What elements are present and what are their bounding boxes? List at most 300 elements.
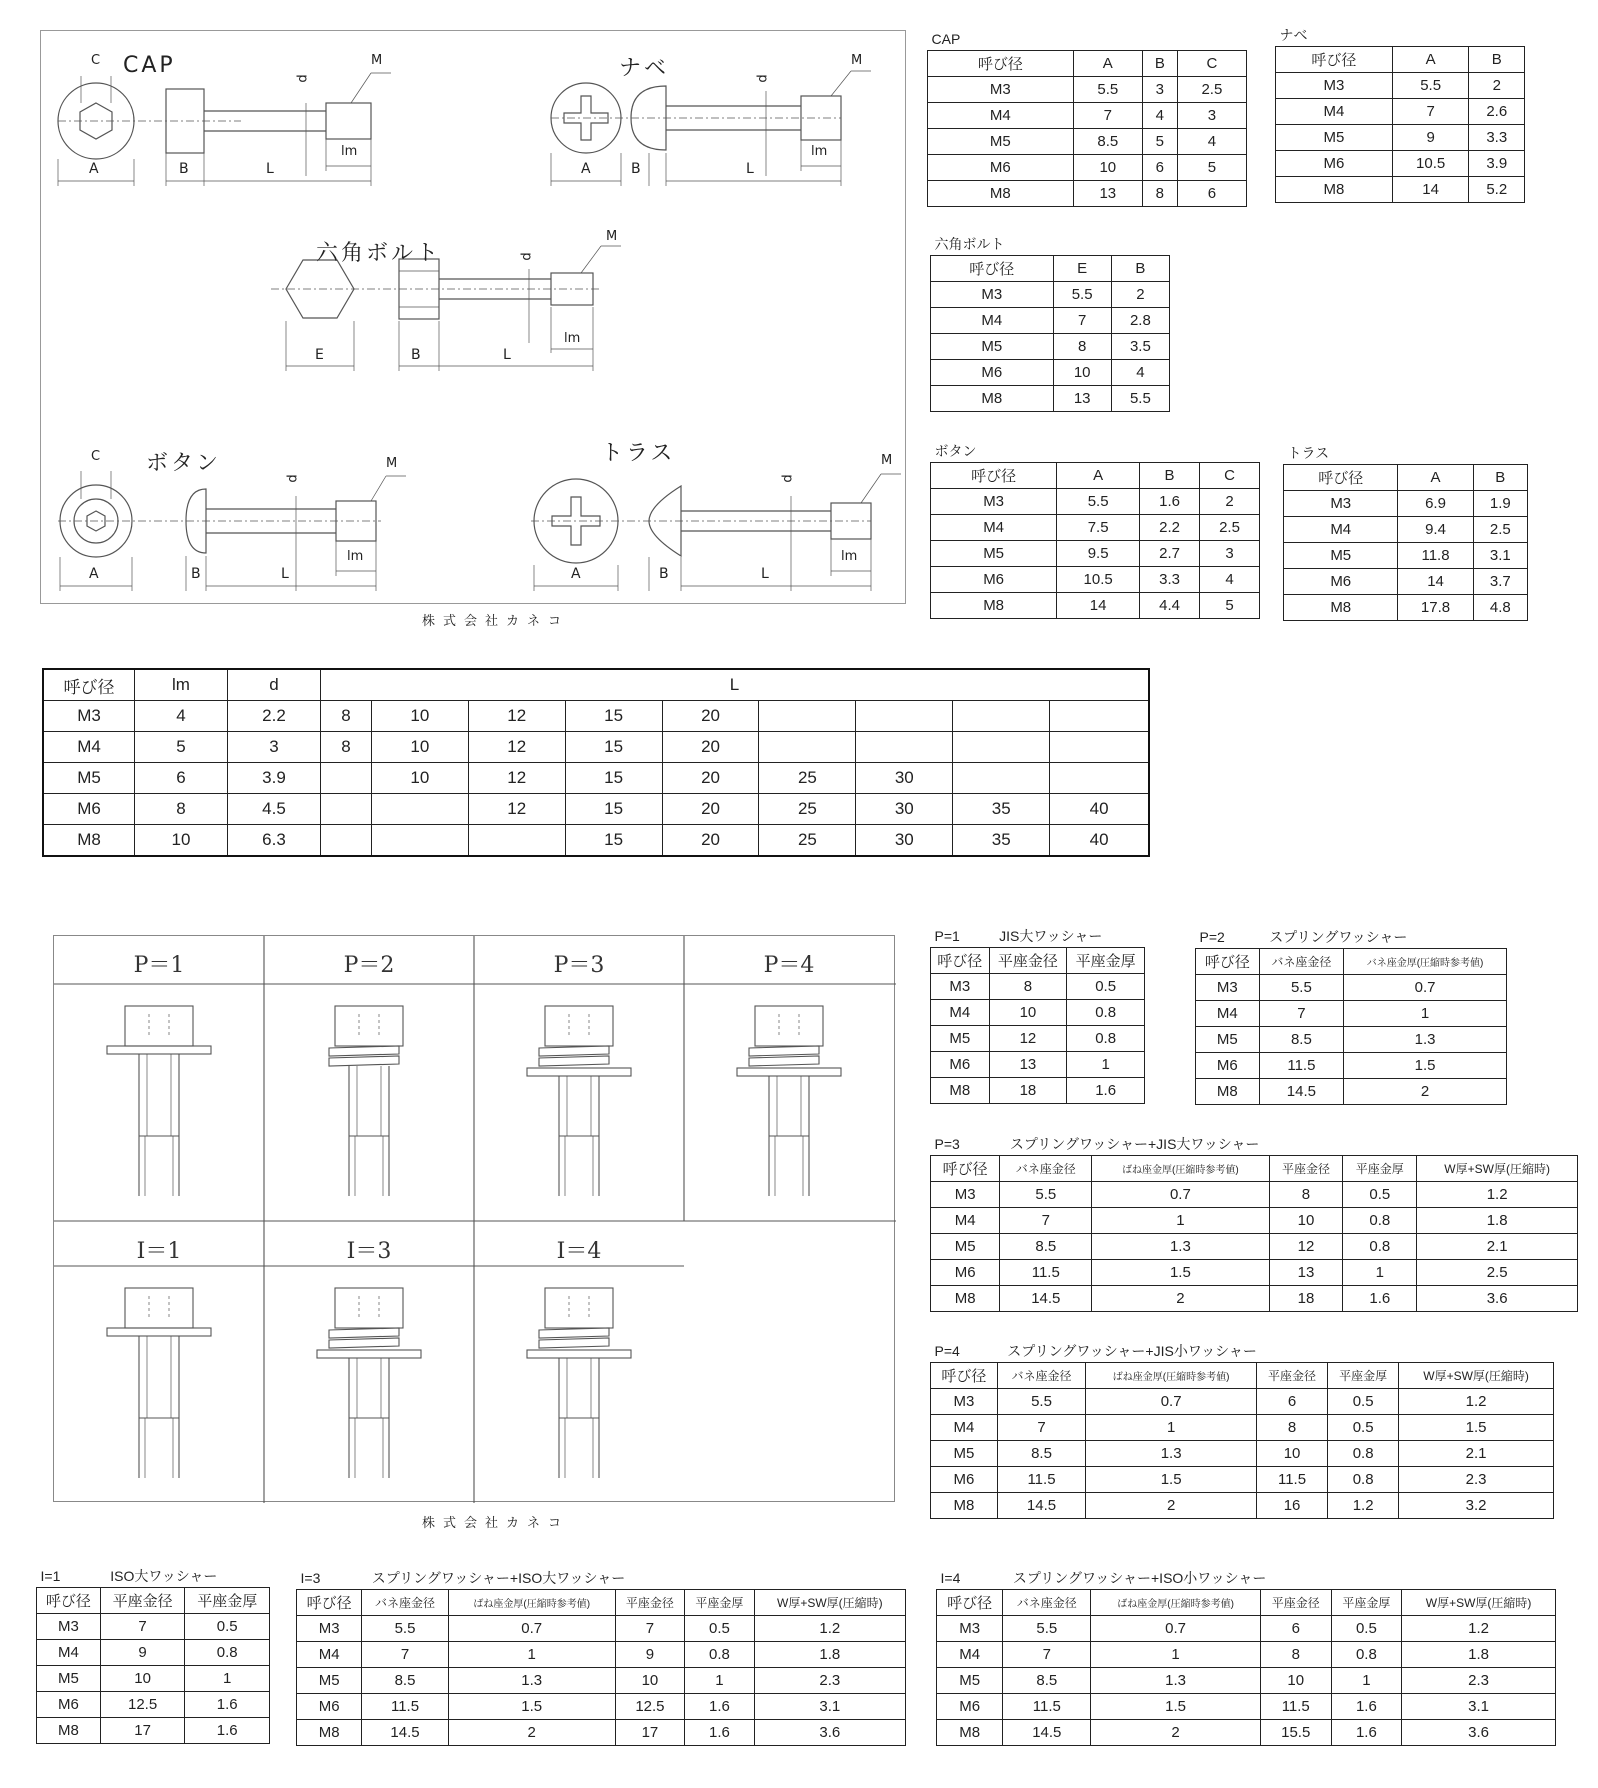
- table-cell: 8: [1142, 181, 1177, 207]
- table-row: [297, 1642, 906, 1668]
- table-cell: M5: [1284, 543, 1398, 569]
- table-cell: [371, 825, 468, 857]
- p1-flat-washer: [107, 1046, 211, 1054]
- header-cell: 呼び径: [931, 1156, 1000, 1182]
- table-row: [931, 282, 1170, 308]
- hex-label: 六角ボルト: [316, 241, 442, 266]
- header-cell: E: [1053, 256, 1111, 282]
- table-cell: 20: [662, 763, 759, 794]
- table-row: [1276, 73, 1525, 99]
- table-cell: 4.5: [228, 794, 321, 825]
- table-cell: 15: [565, 825, 662, 857]
- cap-dim-l: L: [266, 161, 274, 177]
- i1-table-header: [37, 1588, 270, 1614]
- i1-flat-washer: [107, 1328, 211, 1336]
- credit-bottom: 株式会社カネコ: [422, 1516, 570, 1531]
- table-cell: 1.6: [185, 1718, 270, 1744]
- table-cell: 5.5: [1111, 386, 1169, 412]
- length-header-size: 呼び径: [43, 669, 135, 701]
- table-cell: 12: [468, 763, 565, 794]
- header-cell: バネ座金径: [997, 1363, 1086, 1389]
- table-cell: 9: [100, 1640, 185, 1666]
- table-cell: M6: [928, 155, 1074, 181]
- table-row: [1284, 491, 1528, 517]
- i3-table: [296, 1567, 906, 1746]
- table-cell: 13: [1269, 1260, 1343, 1286]
- table-cell: M3: [1276, 73, 1393, 99]
- table-row: [931, 1208, 1578, 1234]
- table-cell: M5: [928, 129, 1074, 155]
- table-cell: 0.8: [685, 1642, 755, 1668]
- table-cell: M8: [931, 593, 1057, 619]
- nabe-dim-d: d: [755, 74, 771, 83]
- table-row: [931, 567, 1260, 593]
- table-cell: 10: [1269, 1208, 1343, 1234]
- washer-drawing-panel: [53, 935, 895, 1502]
- table-cell: M3: [931, 282, 1054, 308]
- button-dim-lm: lm: [347, 549, 364, 564]
- nabe-dim-m: M: [851, 53, 863, 68]
- table-cell: 0.5: [685, 1616, 755, 1642]
- table-cell: 2.5: [1473, 517, 1527, 543]
- table-cell: 6: [1177, 181, 1246, 207]
- table-cell: 1.5: [1092, 1260, 1269, 1286]
- table-cell: M5: [931, 1441, 998, 1467]
- table-cell: 1: [1091, 1642, 1261, 1668]
- table-cell: 2: [1091, 1720, 1261, 1746]
- table-cell: 8.5: [1259, 1027, 1343, 1053]
- cap-side-view: [166, 73, 391, 186]
- table-cell: 35: [953, 794, 1050, 825]
- p3-table-header: [931, 1156, 1578, 1182]
- table-cell: [953, 732, 1050, 763]
- table-cell: M6: [931, 1260, 1000, 1286]
- table-cell: 14.5: [362, 1720, 449, 1746]
- table-row: [931, 541, 1260, 567]
- button-table: [930, 440, 1260, 619]
- table-cell: 6: [135, 763, 228, 794]
- table-cell: 2: [448, 1720, 615, 1746]
- truss-dim-d: d: [780, 474, 796, 483]
- p2-code: P=2: [1199, 929, 1225, 945]
- nabe-table-header: [1276, 47, 1525, 73]
- table-cell: 5: [1177, 155, 1246, 181]
- table-cell: 17: [100, 1718, 185, 1744]
- table-cell: 3: [1142, 77, 1177, 103]
- table-cell: 2: [1086, 1493, 1257, 1519]
- table-cell: M5: [931, 1026, 990, 1052]
- cap-table-header: [928, 51, 1247, 77]
- header-cell: バネ座金径: [362, 1590, 449, 1616]
- table-cell: 8.5: [997, 1441, 1086, 1467]
- table-cell: 3: [1177, 103, 1246, 129]
- header-cell: ばね座金厚(圧縮時参考値): [1091, 1590, 1261, 1616]
- table-row: [928, 103, 1247, 129]
- p4-spring-washer: [749, 1046, 819, 1056]
- table-cell: M5: [937, 1668, 1003, 1694]
- table-cell: 0.8: [1331, 1642, 1402, 1668]
- table-row: [297, 1616, 906, 1642]
- header-cell: 呼び径: [931, 1363, 998, 1389]
- table-cell: 8.5: [1073, 129, 1142, 155]
- table-cell: 7: [615, 1616, 685, 1642]
- header-cell: A: [1057, 463, 1140, 489]
- table-cell: 4: [1142, 103, 1177, 129]
- i3-code: I=3: [300, 1570, 321, 1586]
- table-cell: 8: [321, 732, 372, 763]
- table-row: [37, 1614, 270, 1640]
- p3-title: スプリングワッシャー+JIS大ワッシャー: [1009, 1136, 1260, 1152]
- truss-label: トラス: [601, 441, 676, 466]
- cap-label: CAP: [123, 53, 176, 78]
- table-cell: 3.6: [1402, 1720, 1556, 1746]
- label-p1: P＝1: [133, 953, 185, 978]
- table-cell: 16: [1256, 1493, 1327, 1519]
- table-cell: M8: [931, 1078, 990, 1104]
- table-row: [931, 1286, 1578, 1312]
- table-cell: 0.5: [1343, 1182, 1417, 1208]
- table-row: [297, 1694, 906, 1720]
- table-cell: 0.5: [1328, 1415, 1399, 1441]
- table-row: [928, 77, 1247, 103]
- table-cell: 6.9: [1398, 491, 1473, 517]
- table-cell: 40: [1050, 794, 1149, 825]
- table-cell: [468, 825, 565, 857]
- table-cell: M3: [37, 1614, 101, 1640]
- table-cell: M4: [43, 732, 135, 763]
- table-cell: 1.6: [185, 1692, 270, 1718]
- p1-code: P=1: [934, 928, 960, 944]
- table-cell: 6: [1142, 155, 1177, 181]
- header-cell: 平座金径: [100, 1588, 185, 1614]
- truss-dim-a: A: [571, 566, 581, 582]
- table-cell: 0.5: [1328, 1389, 1399, 1415]
- length-header-d: d: [228, 669, 321, 701]
- table-cell: 1: [1344, 1001, 1507, 1027]
- table-cell: 0.5: [185, 1614, 270, 1640]
- table-cell: 7: [1259, 1001, 1343, 1027]
- table-cell: 3: [228, 732, 321, 763]
- nabe-dim-a: A: [581, 161, 591, 177]
- table-cell: 1.6: [1140, 489, 1200, 515]
- table-cell: 3.3: [1469, 125, 1525, 151]
- table-cell: 1.5: [1399, 1415, 1554, 1441]
- label-p2: P＝2: [343, 953, 395, 978]
- p4-spring-washer: [749, 1056, 819, 1066]
- table-cell: 4: [1200, 567, 1260, 593]
- table-cell: M4: [931, 308, 1054, 334]
- table-cell: 15: [565, 732, 662, 763]
- table-cell: 2: [1111, 282, 1169, 308]
- p3-spring-washer: [539, 1046, 609, 1056]
- table-cell: 2: [1469, 73, 1525, 99]
- button-table-header: [931, 463, 1260, 489]
- i3-flat-washer: [317, 1350, 421, 1358]
- cap-dim-a: A: [89, 161, 99, 177]
- cap-dim-m: M: [371, 53, 383, 68]
- header-cell: 呼び径: [37, 1588, 101, 1614]
- table-cell: 5.5: [1053, 282, 1111, 308]
- i4-code: I=4: [940, 1570, 961, 1586]
- p3-flat-washer: [527, 1068, 631, 1076]
- table-cell: 5.5: [1259, 975, 1343, 1001]
- header-cell: W厚+SW厚(圧縮時): [1399, 1363, 1554, 1389]
- i4-table: [936, 1567, 1556, 1746]
- table-cell: 7: [1073, 103, 1142, 129]
- table-cell: M8: [937, 1720, 1003, 1746]
- table-cell: 11.5: [1259, 1053, 1343, 1079]
- cap-table: [927, 28, 1247, 207]
- table-cell: 25: [759, 825, 856, 857]
- table-cell: M3: [1284, 491, 1398, 517]
- table-row: [1276, 125, 1525, 151]
- table-row: [1284, 517, 1528, 543]
- table-cell: M6: [931, 360, 1054, 386]
- nabe-drawings: [551, 71, 871, 186]
- cap-dim-d: d: [295, 74, 311, 83]
- table-cell: 20: [662, 825, 759, 857]
- i3-spring-washer: [329, 1338, 399, 1348]
- length-table-header: [43, 669, 1149, 701]
- table-row: [43, 794, 1149, 825]
- table-cell: 2.3: [1399, 1467, 1554, 1493]
- table-row: [1276, 99, 1525, 125]
- table-cell: 5: [135, 732, 228, 763]
- table-row: [1196, 975, 1507, 1001]
- table-cell: 4: [1111, 360, 1169, 386]
- label-p3: P＝3: [553, 953, 605, 978]
- i3-spring-washer: [329, 1328, 399, 1338]
- table-cell: 1.3: [1086, 1441, 1257, 1467]
- table-cell: 2.3: [1402, 1668, 1556, 1694]
- table-row: [931, 515, 1260, 541]
- table-cell: M4: [1276, 99, 1393, 125]
- header-cell: 平座金厚: [685, 1590, 755, 1616]
- table-cell: 2.7: [1140, 541, 1200, 567]
- p1-table-header: [931, 948, 1145, 974]
- table-row: [37, 1692, 270, 1718]
- table-cell: 17: [615, 1720, 685, 1746]
- table-cell: 3.9: [228, 763, 321, 794]
- table-cell: 2.6: [1469, 99, 1525, 125]
- credit-top: 株式会社カネコ: [422, 614, 570, 629]
- table-cell: M8: [931, 1493, 998, 1519]
- table-cell: [1050, 763, 1149, 794]
- hex-dim-m: M: [606, 229, 618, 244]
- table-cell: M5: [43, 763, 135, 794]
- table-cell: [1050, 701, 1149, 732]
- table-cell: 8: [1269, 1182, 1343, 1208]
- p4-table: [930, 1340, 1554, 1519]
- table-cell: 1: [448, 1642, 615, 1668]
- table-cell: 2.5: [1177, 77, 1246, 103]
- table-cell: 14.5: [1259, 1079, 1343, 1105]
- table-cell: 3.7: [1473, 569, 1527, 595]
- table-cell: 30: [856, 763, 953, 794]
- truss-table-header: [1284, 465, 1528, 491]
- table-cell: M5: [931, 334, 1054, 360]
- table-row: [928, 181, 1247, 207]
- table-cell: 14: [1392, 177, 1469, 203]
- table-cell: 2.3: [754, 1668, 905, 1694]
- table-cell: 0.8: [1328, 1441, 1399, 1467]
- table-cell: M3: [931, 1182, 1000, 1208]
- i1-table: [36, 1565, 270, 1744]
- table-cell: M5: [1196, 1027, 1260, 1053]
- table-cell: 14: [1398, 569, 1473, 595]
- table-row: [1276, 177, 1525, 203]
- header-cell: ばね座金厚(圧縮時参考値): [1086, 1363, 1257, 1389]
- table-cell: [953, 701, 1050, 732]
- table-row: [1284, 543, 1528, 569]
- hex-dim-e: E: [315, 347, 324, 363]
- table-row: [43, 701, 1149, 732]
- table-cell: M8: [931, 1286, 1000, 1312]
- table-cell: M4: [928, 103, 1074, 129]
- table-cell: 12: [1269, 1234, 1343, 1260]
- table-cell: 15: [565, 794, 662, 825]
- table-cell: 7: [100, 1614, 185, 1640]
- header-cell: 呼び径: [937, 1590, 1003, 1616]
- table-cell: 10: [989, 1000, 1067, 1026]
- table-cell: 14.5: [1000, 1286, 1092, 1312]
- table-cell: [856, 732, 953, 763]
- table-row: [43, 825, 1149, 857]
- table-cell: 0.8: [1328, 1467, 1399, 1493]
- table-cell: 7: [997, 1415, 1086, 1441]
- truss-table-title: トラス: [1287, 445, 1330, 461]
- table-cell: 25: [759, 763, 856, 794]
- table-cell: 8.5: [1003, 1668, 1091, 1694]
- truss-table: [1283, 442, 1528, 621]
- table-cell: 1.2: [1417, 1182, 1578, 1208]
- table-cell: 8.5: [362, 1668, 449, 1694]
- table-cell: 1.5: [1344, 1053, 1507, 1079]
- header-cell: W厚+SW厚(圧縮時): [1402, 1590, 1556, 1616]
- header-cell: ばね座金厚(圧縮時参考値): [1092, 1156, 1269, 1182]
- table-cell: 8: [135, 794, 228, 825]
- table-cell: 11.8: [1398, 543, 1473, 569]
- table-cell: 2: [1344, 1079, 1507, 1105]
- table-cell: 0.8: [1343, 1208, 1417, 1234]
- i4-head: [545, 1288, 613, 1328]
- table-cell: 12.5: [100, 1692, 185, 1718]
- table-cell: 9: [615, 1642, 685, 1668]
- table-cell: M6: [1284, 569, 1398, 595]
- table-cell: M4: [37, 1640, 101, 1666]
- header-cell: W厚+SW厚(圧縮時): [754, 1590, 905, 1616]
- button-label: ボタン: [146, 451, 222, 476]
- truss-dim-m: M: [881, 453, 893, 468]
- table-cell: M6: [1196, 1053, 1260, 1079]
- table-row: [931, 593, 1260, 619]
- label-i1: I＝1: [136, 1239, 182, 1264]
- table-cell: 0.5: [1331, 1616, 1402, 1642]
- table-cell: 2.8: [1111, 308, 1169, 334]
- truss-dim-l: L: [761, 566, 769, 582]
- length-table: [42, 668, 1150, 857]
- length-header-lm: lm: [135, 669, 228, 701]
- label-i3: I＝3: [346, 1239, 392, 1264]
- table-cell: M6: [937, 1694, 1003, 1720]
- table-row: [931, 386, 1170, 412]
- table-cell: 5.2: [1469, 177, 1525, 203]
- table-cell: 25: [759, 794, 856, 825]
- table-cell: M5: [1276, 125, 1393, 151]
- header-cell: 平座金径: [1260, 1590, 1331, 1616]
- table-cell: M6: [931, 567, 1057, 593]
- table-cell: 9: [1392, 125, 1469, 151]
- table-cell: M8: [297, 1720, 362, 1746]
- table-cell: 2.5: [1417, 1260, 1578, 1286]
- i3-title: スプリングワッシャー+ISO大ワッシャー: [371, 1570, 626, 1586]
- table-cell: 15: [565, 763, 662, 794]
- button-dim-a: A: [89, 566, 99, 582]
- table-cell: 3.6: [754, 1720, 905, 1746]
- table-cell: 10.5: [1057, 567, 1140, 593]
- table-cell: 0.8: [1067, 1026, 1145, 1052]
- table-cell: M4: [931, 515, 1057, 541]
- table-cell: 35: [953, 825, 1050, 857]
- table-cell: 1.8: [754, 1642, 905, 1668]
- table-cell: M5: [297, 1668, 362, 1694]
- washer-drawings: [54, 936, 896, 1503]
- table-cell: 1.5: [1086, 1467, 1257, 1493]
- table-cell: 12: [468, 794, 565, 825]
- table-cell: 6.3: [228, 825, 321, 857]
- table-cell: [321, 825, 372, 857]
- table-cell: 1.6: [1331, 1720, 1402, 1746]
- truss-dim-b: B: [659, 566, 669, 582]
- table-cell: M3: [43, 701, 135, 732]
- i4-spring-washer: [539, 1338, 609, 1348]
- table-cell: 5.5: [1073, 77, 1142, 103]
- table-row: [1196, 1001, 1507, 1027]
- table-cell: M5: [931, 541, 1057, 567]
- table-cell: 4.4: [1140, 593, 1200, 619]
- header-cell: 平座金厚: [185, 1588, 270, 1614]
- header-cell: 呼び径: [931, 948, 990, 974]
- nabe-dim-lm: lm: [811, 144, 828, 159]
- header-cell: 平座金厚: [1328, 1363, 1399, 1389]
- p2-table: [1195, 926, 1507, 1105]
- table-cell: 14.5: [1003, 1720, 1091, 1746]
- table-row: [931, 1000, 1145, 1026]
- table-cell: 40: [1050, 825, 1149, 857]
- screw-drawing-panel: [40, 30, 906, 604]
- table-cell: 1.5: [448, 1694, 615, 1720]
- table-cell: M6: [297, 1694, 362, 1720]
- table-row: [43, 763, 1149, 794]
- table-cell: 14.5: [997, 1493, 1086, 1519]
- table-row: [931, 1260, 1578, 1286]
- table-cell: 20: [662, 732, 759, 763]
- table-cell: 6: [1256, 1389, 1327, 1415]
- hex-dim-b: B: [411, 347, 421, 363]
- header-cell: バネ座金径: [1003, 1590, 1091, 1616]
- table-cell: 7: [1003, 1642, 1091, 1668]
- table-row: [937, 1694, 1556, 1720]
- table-cell: 2: [1200, 489, 1260, 515]
- table-cell: 5.5: [1057, 489, 1140, 515]
- table-cell: 11.5: [997, 1467, 1086, 1493]
- table-cell: 8.5: [1000, 1234, 1092, 1260]
- label-p4: P＝4: [763, 953, 815, 978]
- table-row: [931, 1415, 1554, 1441]
- table-cell: 0.7: [1344, 975, 1507, 1001]
- table-cell: 1: [1331, 1668, 1402, 1694]
- p2-table-header: [1196, 949, 1507, 975]
